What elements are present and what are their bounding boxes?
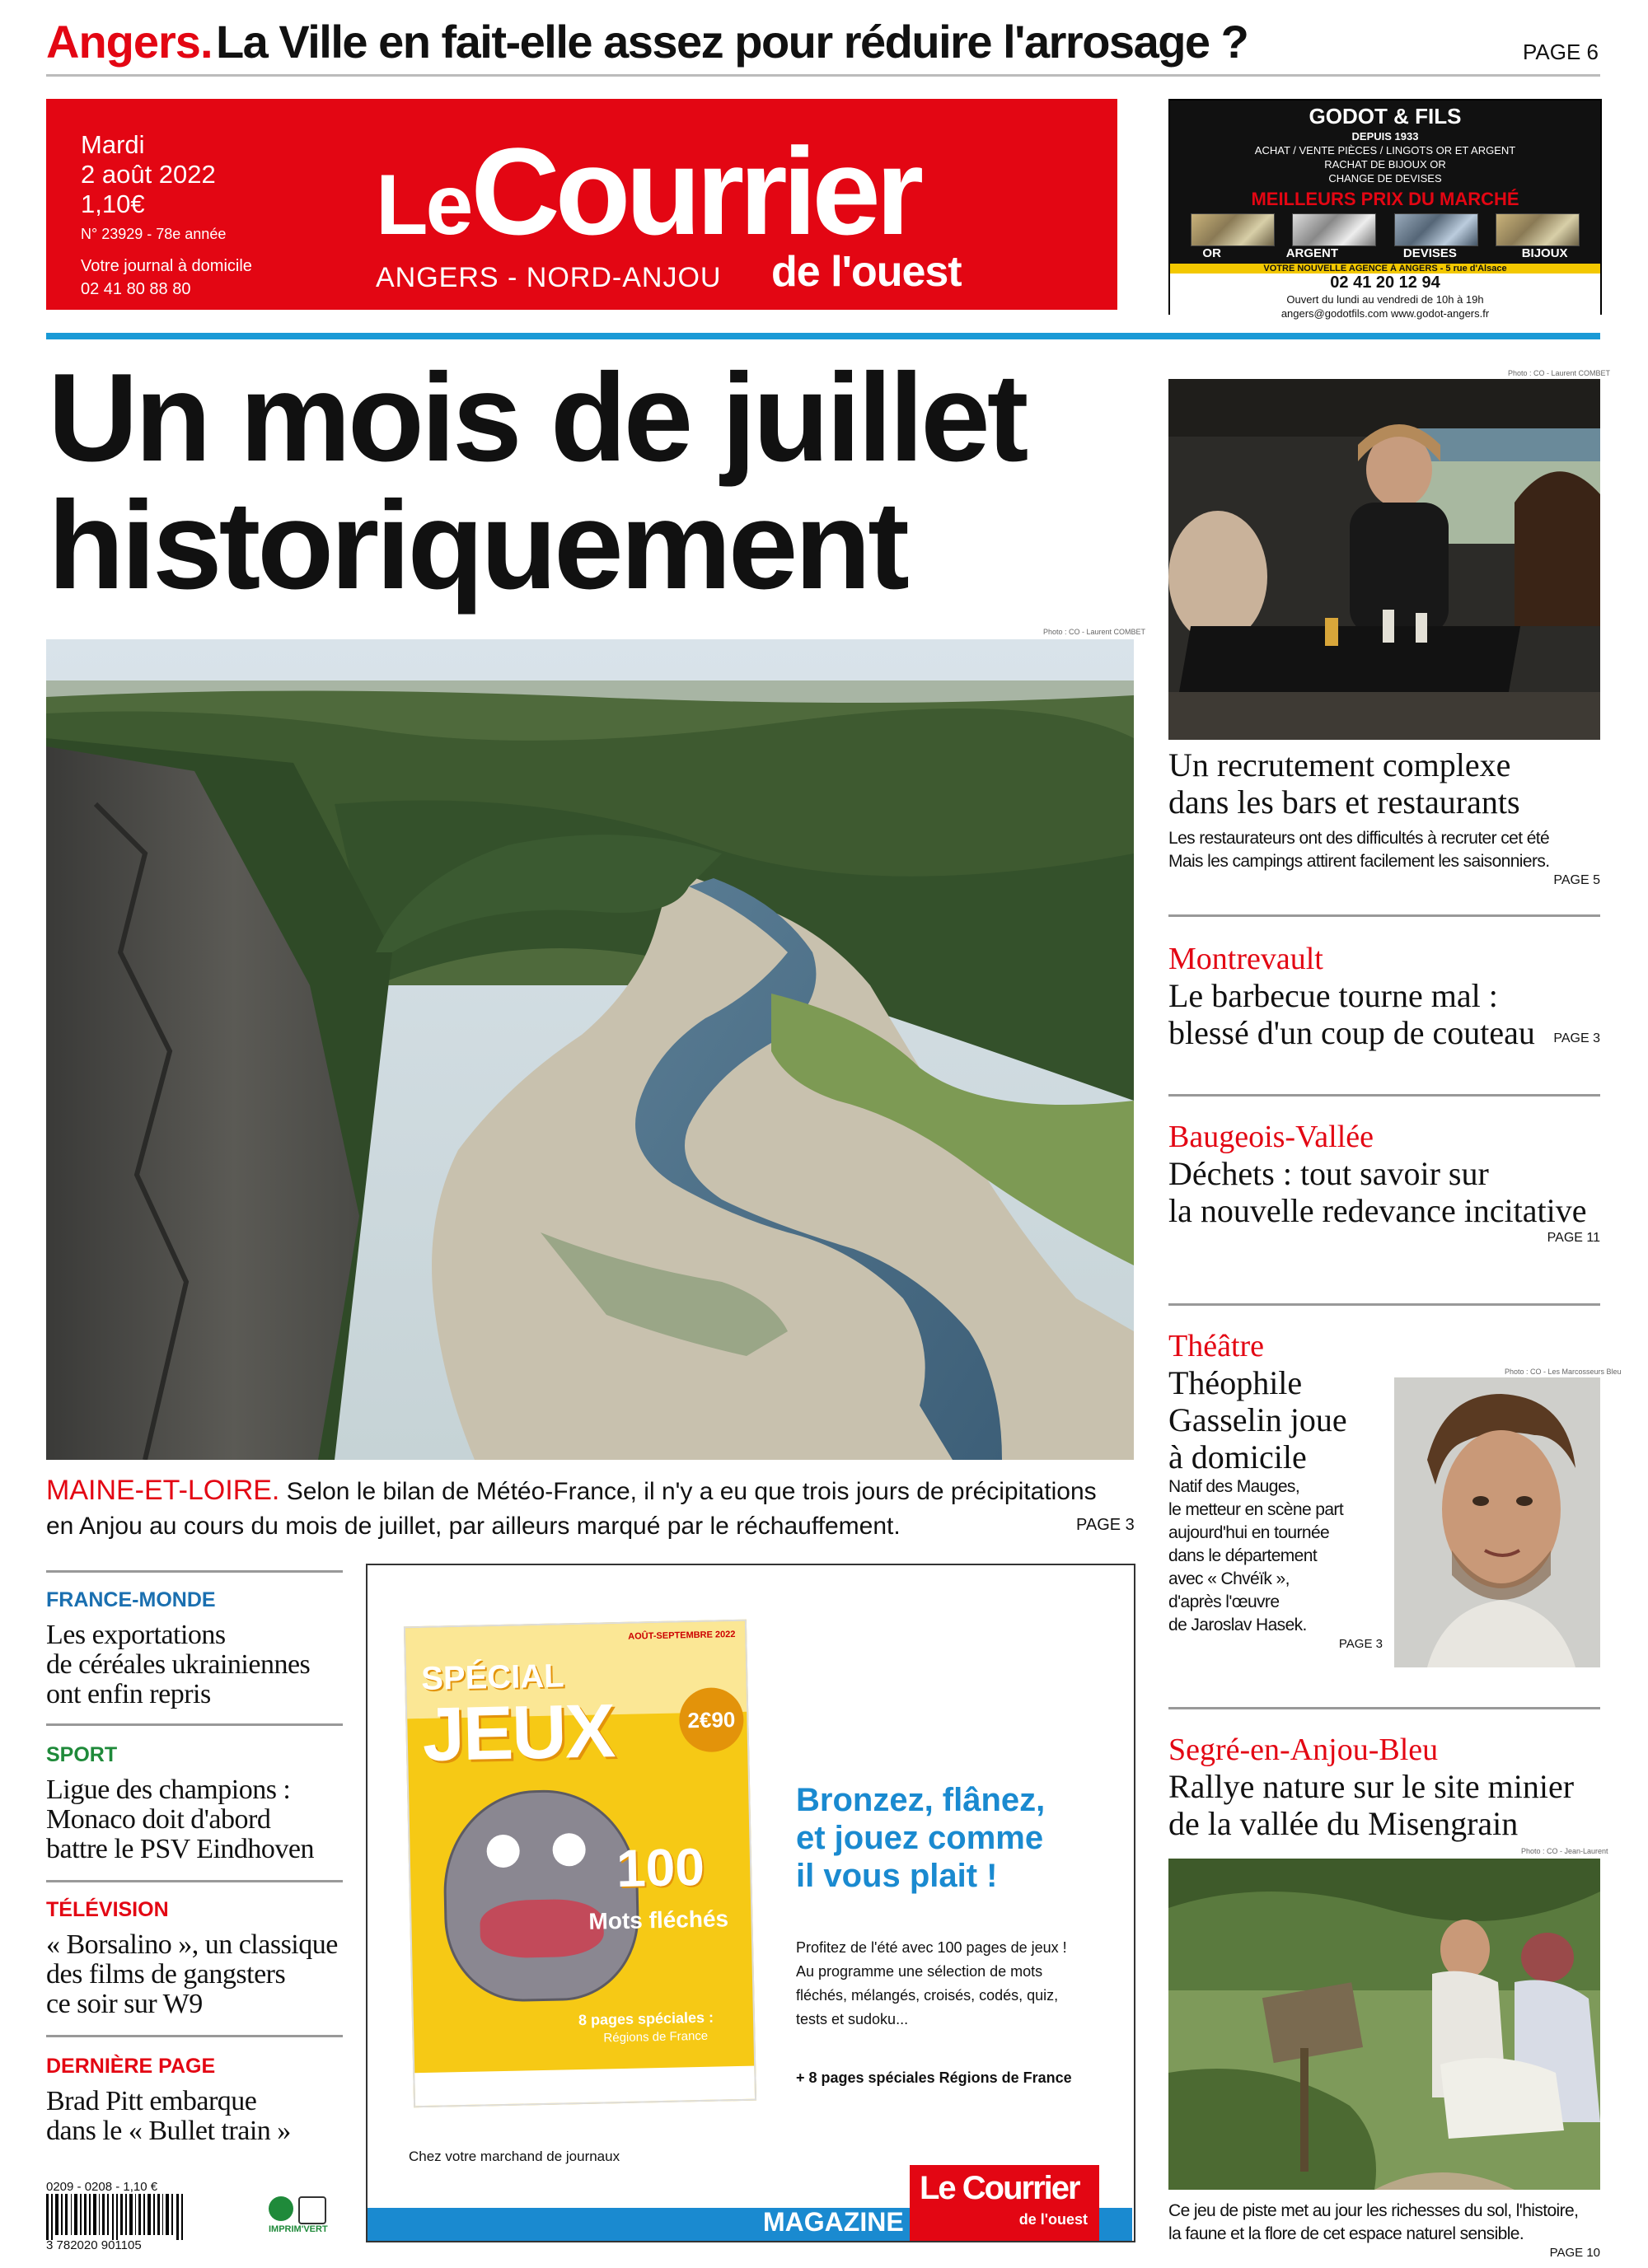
ad-body-line: Au programme une sélection de mots — [796, 1963, 1043, 1980]
hippo-mascot — [442, 1789, 640, 2004]
cover-regions: Régions de France — [603, 2028, 709, 2046]
story1-desc-line1: Les restaurateurs ont des difficultés à recruter cet été — [1168, 829, 1550, 848]
brief-sport[interactable] — [46, 1743, 343, 1864]
brief-line: Monaco doit d'abord — [46, 1804, 271, 1835]
hippo-eye — [552, 1833, 586, 1867]
story1-title-line2: dans les bars et restaurants — [1168, 783, 1520, 821]
ad-headline-line: et jouez comme — [796, 1820, 1044, 1856]
story5-caption — [1168, 2200, 1600, 2260]
godot-label: DEVISES — [1402, 246, 1457, 260]
story3-title-line1: Déchets : tout savoir sur — [1168, 1155, 1489, 1192]
story5-kicker: Segré-en-Anjou-Bleu — [1168, 1733, 1439, 1767]
story2-title-line1: Le barbecue tourne mal : — [1168, 977, 1498, 1014]
edition-price: 1,10€ — [81, 189, 145, 218]
teaser-kicker: Angers. — [46, 16, 213, 68]
story4-portrait-photo[interactable] — [1394, 1377, 1600, 1667]
story1[interactable] — [1168, 746, 1600, 888]
story1-page: PAGE 5 — [1553, 873, 1600, 887]
story2-kicker: Montrevault — [1168, 942, 1323, 976]
brief-line: de céréales ukrainiennes — [46, 1649, 311, 1680]
ad-headline — [796, 1781, 1109, 1895]
story5-page: PAGE 10 — [1549, 2246, 1600, 2260]
right-column-rule — [1168, 1303, 1600, 1306]
godot-product-images — [1170, 213, 1600, 246]
left-column-rule — [46, 1880, 343, 1882]
top-divider — [46, 74, 1600, 77]
story4-photo-credit: Photo : CO - Les Marcosseurs Bleu — [1505, 1368, 1622, 1376]
left-column-rule — [46, 1723, 343, 1726]
home-delivery-phone: 02 41 80 88 80 — [81, 280, 191, 298]
newspaper-logo[interactable] — [376, 120, 919, 263]
lead-text-line2: en Anjou au cours du mois de juillet, par ailleurs marqué par le réchauffement. — [46, 1513, 901, 1540]
story5[interactable] — [1168, 1732, 1600, 1842]
story4-desc-line: Natif des Mauges, — [1168, 1477, 1300, 1496]
story1-photo-credit: Photo : CO - Laurent COMBET — [1508, 369, 1611, 377]
brief-rubric: TÉLÉVISION — [46, 1898, 169, 1921]
teaser-page: PAGE 6 — [1522, 40, 1599, 64]
recycle-icon — [269, 2196, 293, 2221]
story4-desc-line: le metteur en scène part — [1168, 1500, 1344, 1519]
godot-label: OR — [1202, 246, 1221, 260]
brief-television[interactable] — [46, 1898, 343, 2019]
left-column-top-rule — [46, 1570, 343, 1573]
edition-day: Mardi — [81, 130, 145, 159]
triman-icon — [298, 2196, 326, 2224]
brief-line: Ligue des champions : — [46, 1775, 291, 1805]
story5-title-line2: de la vallée du Misengrain — [1168, 1805, 1519, 1842]
story1-desc-line2: Mais les campings attirent facilement les saisonniers. — [1168, 852, 1550, 871]
story4-kicker: Théâtre — [1168, 1329, 1265, 1363]
teaser-headline: La Ville en fait-elle assez pour réduire l'arrosage ? — [215, 16, 1248, 68]
story4-desc-line: d'après l'œuvre — [1168, 1592, 1280, 1611]
terrace-scene-illustration — [1168, 379, 1600, 740]
jewels-image — [1496, 213, 1580, 246]
story1-photo-terrace[interactable] — [1168, 379, 1600, 740]
main-headline-line1: Un mois de juillet — [48, 348, 1026, 488]
brief-line: ont enfin repris — [46, 1679, 211, 1709]
story5-photo-credit: Photo : CO - Jean-Laurent — [1521, 1847, 1608, 1855]
edition-date: 2 août 2022 — [81, 160, 216, 189]
brief-line: dans le « Bullet train » — [46, 2116, 291, 2146]
godot-hours: Ouvert du lundi au vendredi de 10h à 19h — [1286, 293, 1484, 306]
logo-le: Le — [376, 157, 471, 253]
story2[interactable] — [1168, 941, 1600, 1051]
story4-title-line: à domicile — [1168, 1438, 1307, 1475]
cover-price-badge: 2€90 — [679, 1687, 745, 1753]
godot-line2: RACHAT DE BIJOUX OR — [1324, 158, 1446, 171]
ad-body-line: tests et sudoku... — [796, 2011, 909, 2027]
ad-shop: Chez votre marchand de journaux — [409, 2149, 620, 2164]
story3-kicker: Baugeois-Vallée — [1168, 1120, 1374, 1154]
main-photo-dry-river[interactable] — [46, 639, 1134, 1460]
story4-desc-line: avec « Chvéïk », — [1168, 1569, 1290, 1588]
godot-agency: VOTRE NOUVELLE AGENCE À ANGERS - 5 rue d'Alsace — [1170, 264, 1600, 274]
story5-title-line1: Rallye nature sur le site minier — [1168, 1768, 1575, 1805]
ad-logo — [910, 2165, 1099, 2241]
godot-advert[interactable] — [1168, 99, 1602, 320]
brief-line: des films de gangsters — [46, 1959, 286, 1990]
ad-body-line: Profitez de l'été avec 100 pages de jeux ! — [796, 1939, 1067, 1956]
logo-subtitle: de l'ouest — [771, 248, 962, 296]
brief-line: Brad Pitt embarque — [46, 2086, 257, 2116]
main-headline-line2: historiquement — [48, 475, 906, 615]
ad-logo-sub: de l'ouest — [1018, 2211, 1088, 2228]
ad-magazine-label: MAGAZINE — [763, 2207, 904, 2237]
godot-contact-block — [1170, 274, 1600, 320]
cover-8pages: 8 pages spéciales : — [578, 2008, 714, 2029]
hippo-mouth — [480, 1898, 604, 1958]
blue-divider — [46, 333, 1600, 339]
cover-100: 100 — [616, 1836, 705, 1899]
cover-mots-fleches: Mots fléchés — [588, 1906, 729, 1934]
gold-coins-image — [1191, 213, 1275, 246]
cover-date: AOÛT-SEPTEMBRE 2022 — [628, 1629, 736, 1642]
right-column-rule — [1168, 1094, 1600, 1097]
ad-logo-main: Le Courrier — [920, 2170, 1079, 2206]
nature-rally-illustration — [1168, 1859, 1600, 2190]
brief-rubric: FRANCE-MONDE — [46, 1588, 216, 1611]
ad-headline-line: Bronzez, flânez, — [796, 1782, 1046, 1818]
issue-code: 0209 - 0208 - 1,10 € — [46, 2180, 158, 2194]
story4-desc-line: aujourd'hui en tournée — [1168, 1523, 1330, 1542]
cover-publisher-strip — [414, 2066, 755, 2107]
godot-since: DEPUIS 1933 — [1351, 130, 1419, 143]
brief-france-monde[interactable] — [46, 1588, 343, 1709]
river-landscape-illustration — [46, 639, 1134, 1460]
godot-phone: 02 41 20 12 94 — [1330, 274, 1440, 292]
lead-page-ref: PAGE 3 — [1076, 1516, 1135, 1534]
cover-jeux: JEUX — [421, 1689, 616, 1777]
godot-best-price: MEILLEURS PRIX DU MARCHÉ — [1251, 189, 1519, 209]
godot-line1: ACHAT / VENTE PIÈCES / LINGOTS OR ET ARGENT — [1254, 144, 1516, 157]
story4-desc-line: dans le département — [1168, 1546, 1318, 1565]
lead-kicker: MAINE-ET-LOIRE. — [46, 1475, 280, 1506]
right-column-rule — [1168, 1707, 1600, 1709]
portrait-illustration — [1394, 1377, 1600, 1667]
story4-desc-line: de Jaroslav Hasek. — [1168, 1616, 1307, 1634]
story3-title-line2: la nouvelle redevance incitative — [1168, 1192, 1587, 1229]
lead-text-line1: Selon le bilan de Météo-France, il n'y a eu que trois jours de précipitations — [286, 1478, 1097, 1505]
brief-rubric: SPORT — [46, 1743, 118, 1766]
godot-label: BIJOUX — [1521, 246, 1568, 260]
brief-derniere-page[interactable] — [46, 2055, 343, 2146]
story3[interactable] — [1168, 1119, 1600, 1246]
godot-name: GODOT & FILS — [1309, 104, 1462, 129]
story5-photo-nature[interactable] — [1168, 1859, 1600, 2190]
story1-title-line1: Un recrutement complexe — [1168, 746, 1511, 783]
godot-labels — [1170, 246, 1600, 260]
top-teaser[interactable] — [46, 15, 1612, 72]
story4-title-line: Gasselin joue — [1168, 1401, 1347, 1438]
barcode — [46, 2194, 211, 2252]
brief-line: battre le PSV Eindhoven — [46, 1834, 314, 1864]
ad-magazine-banner — [368, 2165, 1132, 2241]
brief-line: Les exportations — [46, 1620, 226, 1650]
edition-region: ANGERS - NORD-ANJOU — [376, 262, 722, 293]
special-jeux-advert[interactable] — [366, 1564, 1135, 2242]
ad-headline-line: il vous plait ! — [796, 1858, 998, 1894]
story5-desc-line1: Ce jeu de piste met au jour les richesses du sol, l'histoire, — [1168, 2201, 1579, 2220]
left-column-rule — [46, 2035, 343, 2037]
godot-line3: CHANGE DE DEVISES — [1328, 172, 1442, 185]
cover-special: SPÉCIAL — [420, 1658, 565, 1697]
silver-coins-image — [1292, 213, 1376, 246]
story3-page: PAGE 11 — [1547, 1231, 1600, 1245]
imprim-vert-label: IMPRIM'VERT — [269, 2224, 328, 2234]
barcode-digits: 3 782020 901105 — [46, 2238, 142, 2252]
edition-info — [81, 130, 252, 301]
masthead — [46, 99, 1117, 310]
right-column-rule — [1168, 914, 1600, 917]
brief-line: ce soir sur W9 — [46, 1989, 203, 2019]
brief-line: « Borsalino », un classique — [46, 1929, 338, 1960]
hippo-eye — [486, 1835, 520, 1868]
banknotes-image — [1394, 213, 1478, 246]
magazine-cover — [404, 1620, 756, 2108]
ad-body-line: fléchés, mélangés, croisés, codés, quiz, — [796, 1987, 1059, 2004]
ad-body — [796, 1936, 1109, 2032]
story4-page: PAGE 3 — [1338, 1637, 1383, 1651]
home-delivery-label: Votre journal à domicile — [81, 257, 252, 275]
main-photo-credit: Photo : CO - Laurent COMBET — [1043, 628, 1146, 636]
ad-extra: + 8 pages spéciales Régions de France — [796, 2069, 1072, 2086]
story4[interactable] — [1168, 1328, 1383, 1651]
logo-courrier: Courrier — [471, 122, 920, 260]
story2-title-line2: blessé d'un coup de couteau — [1168, 1014, 1535, 1051]
story5-desc-line2: la faune et la flore de cet espace naturel sensible. — [1168, 2224, 1524, 2243]
godot-contacts: angers@godotfils.com www.godot-angers.fr — [1280, 307, 1490, 320]
brief-rubric: DERNIÈRE PAGE — [46, 2055, 216, 2078]
story4-title-line: Théophile — [1168, 1364, 1303, 1401]
edition-issue: N° 23929 - 78e année — [81, 226, 227, 242]
story2-page: PAGE 3 — [1553, 1031, 1600, 1045]
godot-label: ARGENT — [1285, 246, 1339, 260]
lead-summary[interactable] — [46, 1473, 1134, 1544]
